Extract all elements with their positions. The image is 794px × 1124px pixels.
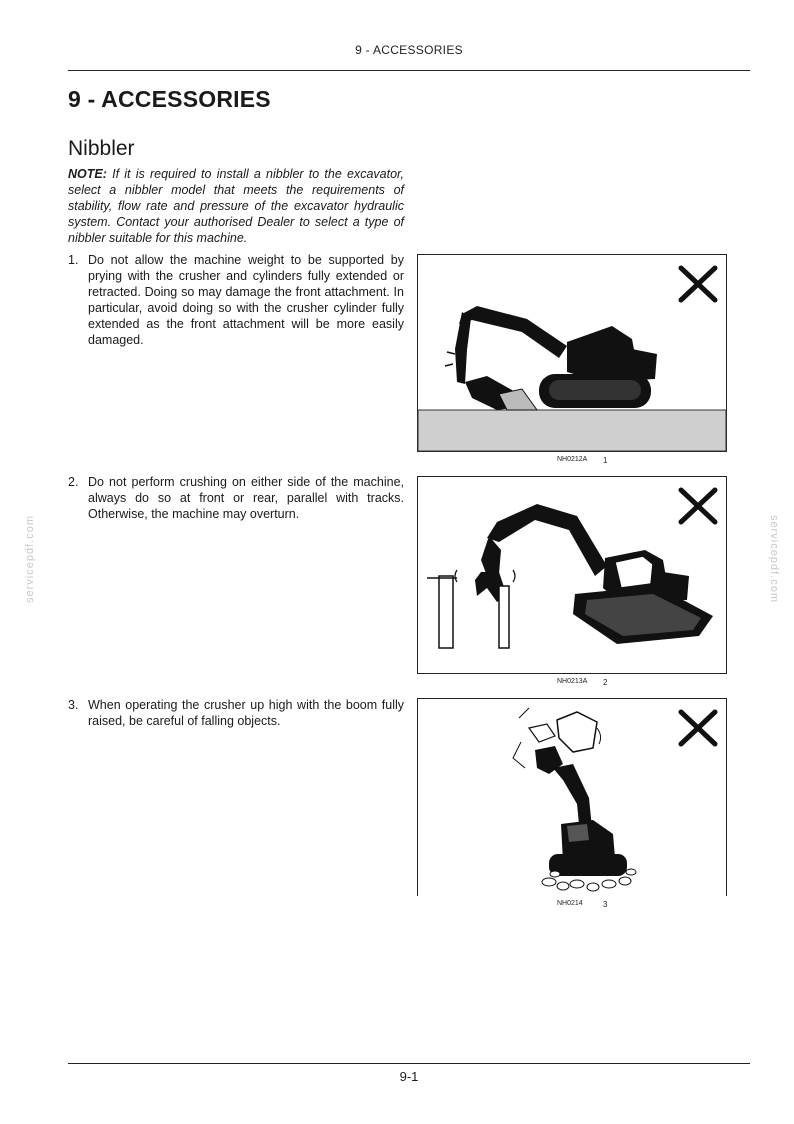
figure-number: 1 [603, 456, 608, 465]
figure-number: 3 [603, 900, 608, 909]
header-rule [68, 70, 750, 71]
chapter-title: 9 - ACCESSORIES [68, 86, 271, 112]
excavator-side-crushing-illustration [417, 476, 727, 674]
figure-1-illustration [417, 254, 727, 452]
figure-code: NH0212A [557, 456, 588, 463]
step-text: Do not allow the machine weight to be supported by prying with the crusher and cylinders fully extended or retracted. Doing so may damage the front attachment. In particular, avoid doing so with the crusher cylinder fully extended as the front attachment will be more easily damaged. [88, 253, 404, 347]
excavator-high-crushing-illustration [417, 698, 727, 896]
prohibited-x-icon [681, 712, 715, 744]
page-number: 9-1 [399, 1069, 419, 1084]
step-number: 1. [68, 253, 79, 267]
step-text: When operating the crusher up high with the boom fully raised, be careful of falling objects. [88, 698, 404, 728]
excavator-prying-illustration [417, 254, 727, 452]
note-label: NOTE: [68, 167, 107, 181]
figure-3-illustration [417, 698, 727, 896]
step-1 [68, 252, 404, 348]
figure-number: 2 [603, 678, 608, 687]
figure-2-illustration [417, 476, 727, 674]
note-paragraph [68, 166, 404, 246]
figure-code: NH0213A [557, 678, 588, 685]
figure-code: NH0214 [557, 900, 583, 907]
step-3 [68, 697, 404, 729]
watermark-right: servicepdf.com [767, 515, 780, 603]
step-number: 3. [68, 698, 79, 712]
watermark-left: servicepdf.com [23, 515, 36, 603]
footer-rule [68, 1063, 750, 1064]
step-text: Do not perform crushing on either side of the machine, always do so at front or rear, parallel with tracks. Otherwise, the machine may overturn. [88, 475, 404, 521]
section-title: Nibbler [68, 137, 135, 160]
running-head: 9 - ACCESSORIES [355, 43, 463, 57]
step-number: 2. [68, 475, 79, 489]
step-2 [68, 474, 404, 522]
note-text: If it is required to install a nibbler to the excavator, select a nibbler model that meets the requirements of stability, flow rate and pressure of the excavator hydraulic system. Contact your authorised Dealer to select a type of nibbler suitable for this machine. [68, 167, 404, 245]
